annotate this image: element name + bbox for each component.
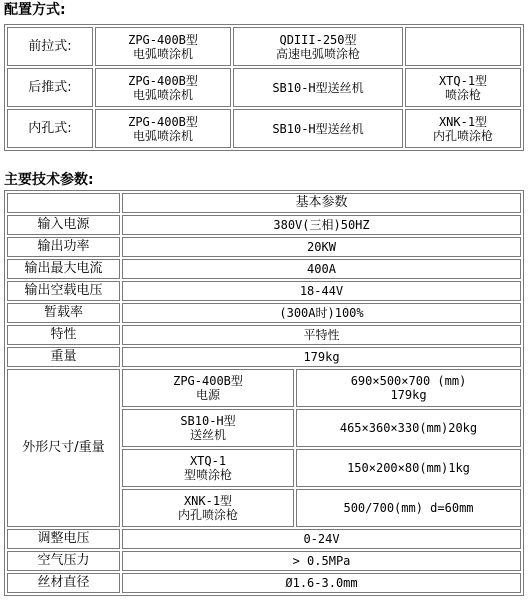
dims-value: 465×360×330(mm)20kg [296, 409, 521, 447]
dims-label: 外形尺寸/重量 [7, 369, 120, 527]
spec-label: 丝材直径 [7, 573, 120, 593]
dims-name: SB10-H型 送丝机 [122, 409, 294, 447]
dims-name: ZPG-400B型 电源 [122, 369, 294, 407]
spec-label: 重量 [7, 347, 120, 367]
spec-row [7, 325, 521, 345]
spec-label: 暂载率 [7, 303, 120, 323]
spec-label: 输入电源 [7, 215, 120, 235]
config-table [4, 24, 524, 151]
spec-row [7, 551, 521, 571]
spec-value: 20KW [122, 237, 521, 257]
config-cell: SB10-H型送丝机 [233, 68, 403, 107]
dims-row [7, 369, 521, 407]
config-heading: 配置方式: [4, 2, 66, 18]
specs-table [4, 190, 524, 596]
spec-value: 0-24V [122, 529, 521, 549]
spec-row [7, 281, 521, 301]
specs-header-row [7, 193, 521, 213]
config-cell: QDIII-250型 高速电弧喷涂枪 [233, 27, 403, 66]
config-row-inner [7, 109, 521, 148]
spec-label: 调整电压 [7, 529, 120, 549]
config-row-rear [7, 68, 521, 107]
config-row-front [7, 27, 521, 66]
config-mode: 前拉式: [7, 27, 93, 66]
spec-value: > 0.5MPa [122, 551, 521, 571]
spec-label: 输出功率 [7, 237, 120, 257]
spec-value: (300A时)100% [122, 303, 521, 323]
specs-header: 基本参数 [122, 193, 521, 213]
config-cell: SB10-H型送丝机 [233, 109, 403, 148]
spec-value: 380V(三相)50HZ [122, 215, 521, 235]
config-cell-empty [405, 27, 521, 66]
dims-value: 150×200×80(mm)1kg [296, 449, 521, 487]
spec-label: 特性 [7, 325, 120, 345]
spec-row [7, 303, 521, 323]
dims-name: XTQ-1 型喷涂枪 [122, 449, 294, 487]
config-cell: ZPG-400B型 电弧喷涂机 [95, 27, 231, 66]
spec-row [7, 215, 521, 235]
dims-value: 690×500×700 (mm) 179kg [296, 369, 521, 407]
spec-value: 18-44V [122, 281, 521, 301]
spec-row [7, 237, 521, 257]
spec-label: 空气压力 [7, 551, 120, 571]
config-cell: XNK-1型 内孔喷涂枪 [405, 109, 521, 148]
spec-value: 179kg [122, 347, 521, 367]
config-cell: ZPG-400B型 电弧喷涂机 [95, 109, 231, 148]
config-cell: ZPG-400B型 电弧喷涂机 [95, 68, 231, 107]
dims-value: 500/700(mm) d=60mm [296, 489, 521, 527]
spec-label: 输出空载电压 [7, 281, 120, 301]
spec-value: 400A [122, 259, 521, 279]
spec-row [7, 347, 521, 367]
spec-row [7, 529, 521, 549]
dims-name: XNK-1型 内孔喷涂枪 [122, 489, 294, 527]
config-mode: 内孔式: [7, 109, 93, 148]
config-mode: 后推式: [7, 68, 93, 107]
specs-corner [7, 193, 120, 213]
spec-row [7, 573, 521, 593]
spec-value: Ø1.6-3.0mm [122, 573, 521, 593]
spec-label: 输出最大电流 [7, 259, 120, 279]
spec-row [7, 259, 521, 279]
specs-heading: 主要技术参数: [4, 172, 94, 188]
spec-value: 平特性 [122, 325, 521, 345]
config-cell: XTQ-1型 喷涂枪 [405, 68, 521, 107]
